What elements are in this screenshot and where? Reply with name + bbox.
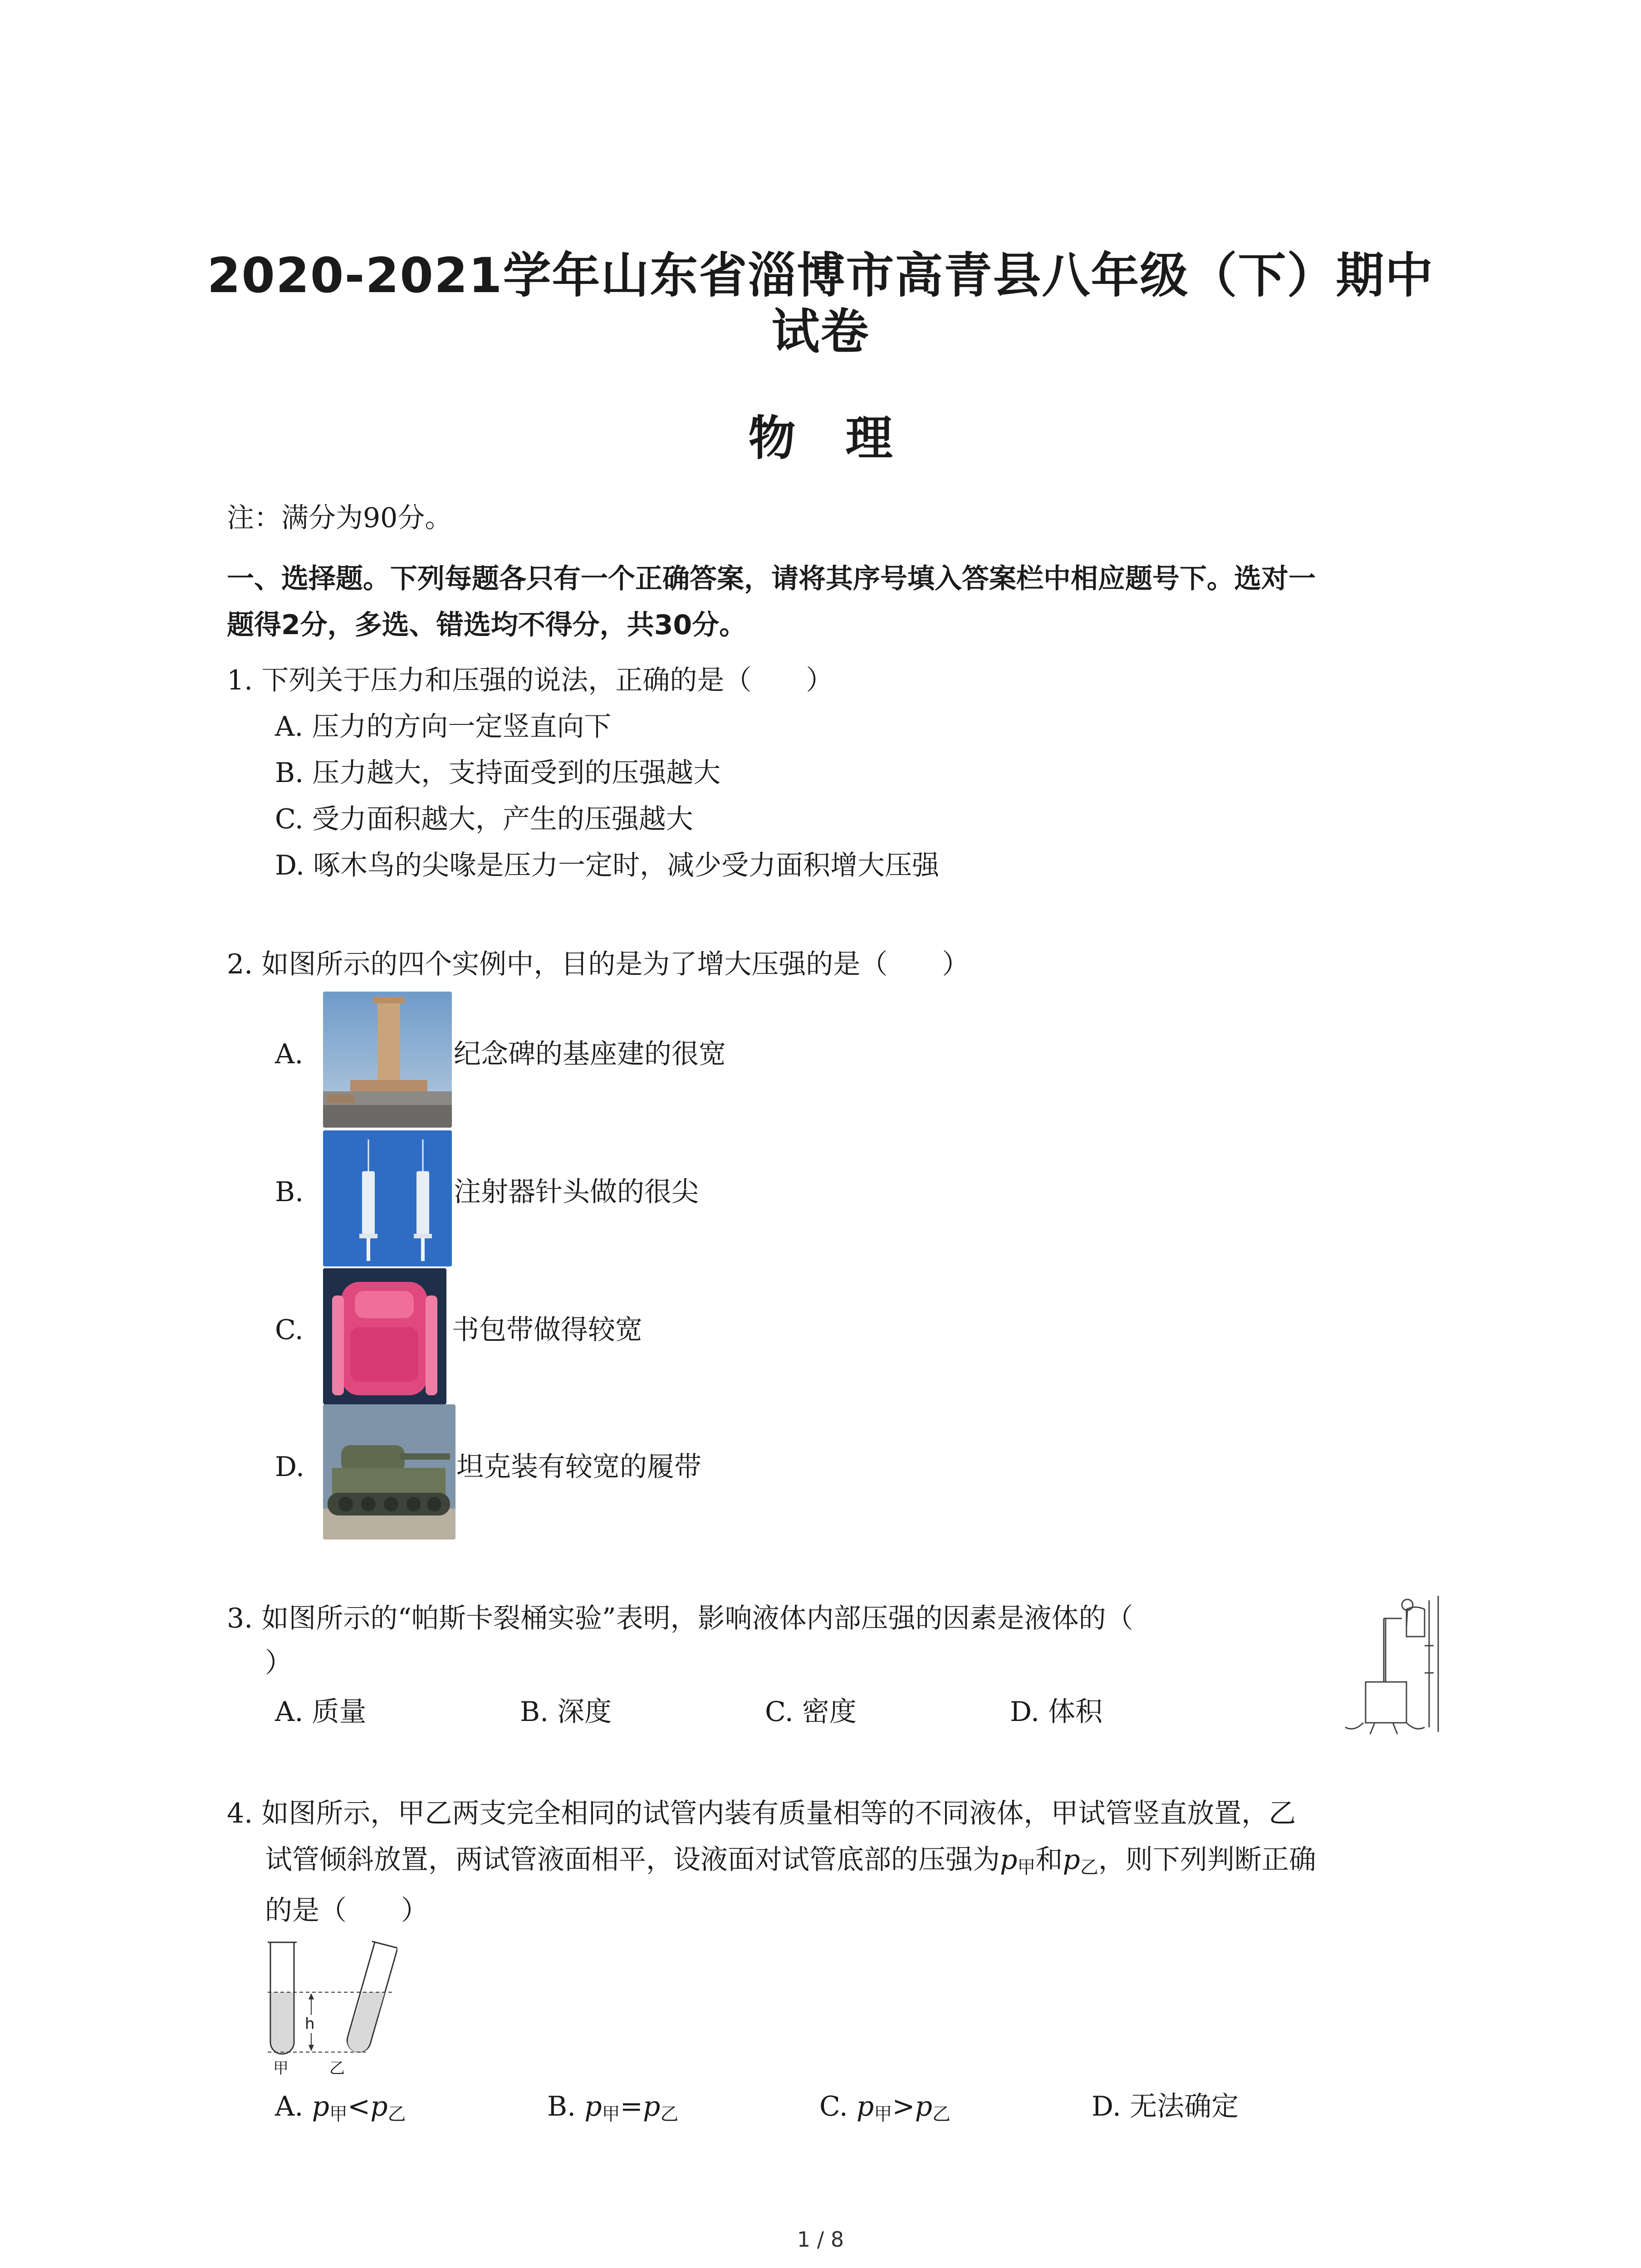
question-2-option-d-text: 坦克装有较宽的履带 [456,1451,701,1483]
pascal-barrel-sketch-icon [1338,1591,1452,1741]
question-1-option-c: C. 受力面积越大，产生的压强越大 [275,803,693,835]
question-4-stem-line2: 试管倾斜放置，两试管液面相平，设液面对试管底部的压强为$p_甲$和$p_乙$，则下列判断正确 [265,1844,1316,1878]
height-label: h [305,2015,315,2033]
score-note: 注：满分为90分。 [227,502,452,534]
question-4-option-c: C. $p_甲>p_乙$ [819,2091,951,2125]
page-title: 2020-2021学年山东省淄博市高青县八年级（下）期中 [207,248,1434,303]
question-3-option-a: A. 质量 [275,1696,367,1728]
question-4-option-d: D. 无法确定 [1092,2091,1239,2122]
question-4-option-b: B. $p_甲=p_乙$ [547,2091,679,2125]
syringe-photo-icon [323,1130,452,1266]
question-1-option-b: B. 压力越大，支持面受到的压强越大 [275,757,721,789]
question-2-option-c-label: C. [275,1314,304,1346]
monument-photo-icon [323,992,452,1128]
question-2-option-c-text: 书包带做得较宽 [452,1314,642,1346]
question-3-stem-continued: ） [265,1647,292,1679]
test-tubes-figure [261,1933,397,2077]
tube-jia-label: 甲 [273,2059,289,2077]
question-3-stem: 3. 如图所示的“帕斯卡裂桶实验”表明，影响液体内部压强的因素是液体的（ [227,1603,1133,1634]
question-2-option-b-label: B. [275,1176,304,1208]
question-4-option-a: A. $p_甲<p_乙$ [275,2091,406,2125]
question-3-option-c: C. 密度 [765,1696,857,1728]
subject-heading: 物理 [748,411,943,466]
page-title-continued: 试卷 [771,304,870,360]
question-4-stem-line3: 的是（ ） [265,1895,428,1926]
section-heading-continued: 题得2分，多选、错选均不得分，共30分。 [227,609,747,641]
question-3-option-b: B. 深度 [520,1696,612,1728]
question-1-stem: 1. 下列关于压力和压强的说法，正确的是（ ） [227,665,833,696]
question-2-option-a-label: A. [275,1038,304,1070]
tube-yi-label: 乙 [329,2059,345,2077]
question-1-option-a: A. 压力的方向一定竖直向下 [275,711,612,743]
section-heading: 一、选择题。下列每题各只有一个正确答案，请将其序号填入答案栏中相应题号下。选对一 [227,563,1316,595]
tank-photo-icon [323,1404,456,1540]
question-2-option-b-text: 注射器针头做的很尖 [454,1176,699,1208]
question-3-option-d: D. 体积 [1010,1696,1103,1728]
question-1-option-d: D. 啄木鸟的尖喙是压力一定时，减少受力面积增大压强 [275,850,940,881]
page-number: 1 / 8 [797,2227,844,2252]
question-2-option-d-label: D. [275,1451,305,1483]
question-4-stem: 4. 如图所示，甲乙两支完全相同的试管内装有质量相等的不同液体，甲试管竖直放置，乙 [227,1798,1296,1829]
backpack-photo-icon [323,1268,446,1404]
question-2-option-a-text: 纪念碑的基座建的很宽 [454,1038,726,1070]
question-2-stem: 2. 如图所示的四个实例中，目的是为了增大压强的是（ ） [227,948,970,980]
